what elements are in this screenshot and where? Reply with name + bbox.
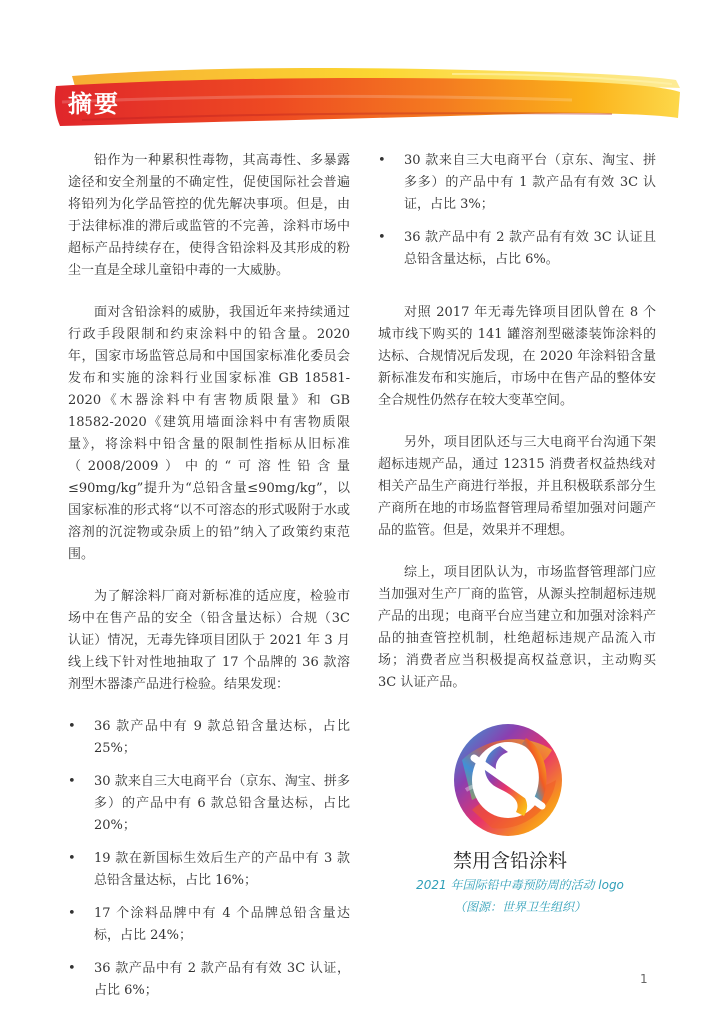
- list-item: • 17 个涂料品牌中有 4 个品牌总铅含量达标，占比 24%；: [68, 903, 350, 947]
- study-paragraph: 为了解涂料厂商对新标准的适应度，检验市场中在售产品的安全（铅含量达标）合规（3C 认证）情况，无毒先锋项目团队于 2021 年 3 月线上线下针对性地抽取了 17 个品牌的 36 款溶剂型木器漆产品进行检验。结果发现：: [68, 589, 350, 692]
- list-item: • 36 款产品中有 9 款总铅含量达标，占比 25%；: [68, 716, 350, 760]
- findings-list: [68, 716, 350, 1002]
- policy-paragraph: 面对含铅涂料的威胁，我国近年来持续通过行政手段限制和约束涂料中的铅含量。2020 年，国家市场监管总局和中国国家标准化委员会发布和实施的涂料行业国家标准 GB 18581-2020《木器涂料中有害物质限量》和 GB 18582-2020《建筑用墙面涂料中有害物质限量》，将涂料中铅含量的限制性指标从旧标准（2008/2009）中的“可溶性铅含量≤90mg/kg”提升为“总铅含量≤90mg/kg”，以国家标准的形式将“以不可溶态的形式吸附于水或溶剂的沉淀物或杂质上的铅”纳入了政策约束范围。: [68, 305, 350, 562]
- findings-list-continued: [378, 150, 656, 271]
- list-item: • 19 款在新国标生效后生产的产品中有 3 款总铅含量达标，占比 16%；: [68, 848, 350, 892]
- left-column: [68, 150, 350, 1013]
- conclusion-paragraph: 综上，项目团队认为，市场监督管理部门应当加强对生产厂商的监管，从源头控制超标违规产品的出现；电商平台应当建立和加强对涂料产品的抽查管控机制，杜绝超标违规产品流入市场；消费者应当积极提高权益意识，主动购买 3C 认证产品。: [378, 565, 656, 690]
- page-number: 1: [640, 972, 648, 986]
- page-title: 摘要: [68, 90, 120, 118]
- list-item: • 30 款来自三大电商平台（京东、淘宝、拼多多）的产品中有 1 款产品有有效 3C 认证，占比 3%；: [378, 150, 656, 216]
- campaign-logo: [452, 720, 564, 838]
- header-banner: [52, 62, 682, 132]
- bullet-icon: •: [68, 774, 76, 789]
- bullet-icon: •: [68, 719, 76, 734]
- list-item: • 36 款产品中有 2 款产品有有效 3C 认证且总铅含量达标，占比 6%。: [378, 227, 656, 271]
- comparison-paragraph: 对照 2017 年无毒先锋项目团队曾在 8 个城市线下购买的 141 罐溶剂型磁漆装饰涂料的达标、合规情况后发现，在 2020 年涂料铅含量新标准发布和实施后，市场中在售产品的整体安全合规性仍然存在较大变革空间。: [378, 305, 656, 408]
- bullet-icon: •: [378, 230, 386, 245]
- followup-paragraph: 另外，项目团队还与三大电商平台沟通下架超标违规产品，通过 12315 消费者权益热线对相关产品生产商进行举报，并且积极联系部分生产商所在地的市场监督管理局希望加强对问题产品的监管。但是，效果并不理想。: [378, 435, 656, 538]
- no-lead-paint-logo-icon: [452, 720, 564, 838]
- list-item: • 30 款来自三大电商平台（京东、淘宝、拼多多）的产品中有 6 款总铅含量达标，占比 20%；: [68, 771, 350, 837]
- logo-title: 禁用含铅涂料: [452, 850, 567, 872]
- right-column: [378, 150, 656, 694]
- bullet-icon: •: [378, 153, 386, 168]
- paint-stroke-graphic: [52, 62, 682, 132]
- bullet-icon: •: [68, 961, 76, 976]
- bullet-icon: •: [68, 906, 76, 921]
- logo-caption: 2021 年国际铅中毒预防周的活动 logo: [416, 878, 624, 892]
- bullet-icon: •: [68, 851, 76, 866]
- logo-source: （图源：世界卫生组织）: [453, 900, 586, 914]
- list-item: • 36 款产品中有 2 款产品有有效 3C 认证，占比 6%；: [68, 958, 350, 1002]
- intro-paragraph: 铅作为一种累积性毒物，其高毒性、多暴露途径和安全剂量的不确定性，促使国际社会普遍将铅列为化学品管控的优先解决事项。但是，由于法律标准的滞后或监管的不完善，涂料市场中超标产品持续存在，使得含铅涂料及其形成的粉尘一直是全球儿童铅中毒的一大威胁。: [68, 153, 350, 278]
